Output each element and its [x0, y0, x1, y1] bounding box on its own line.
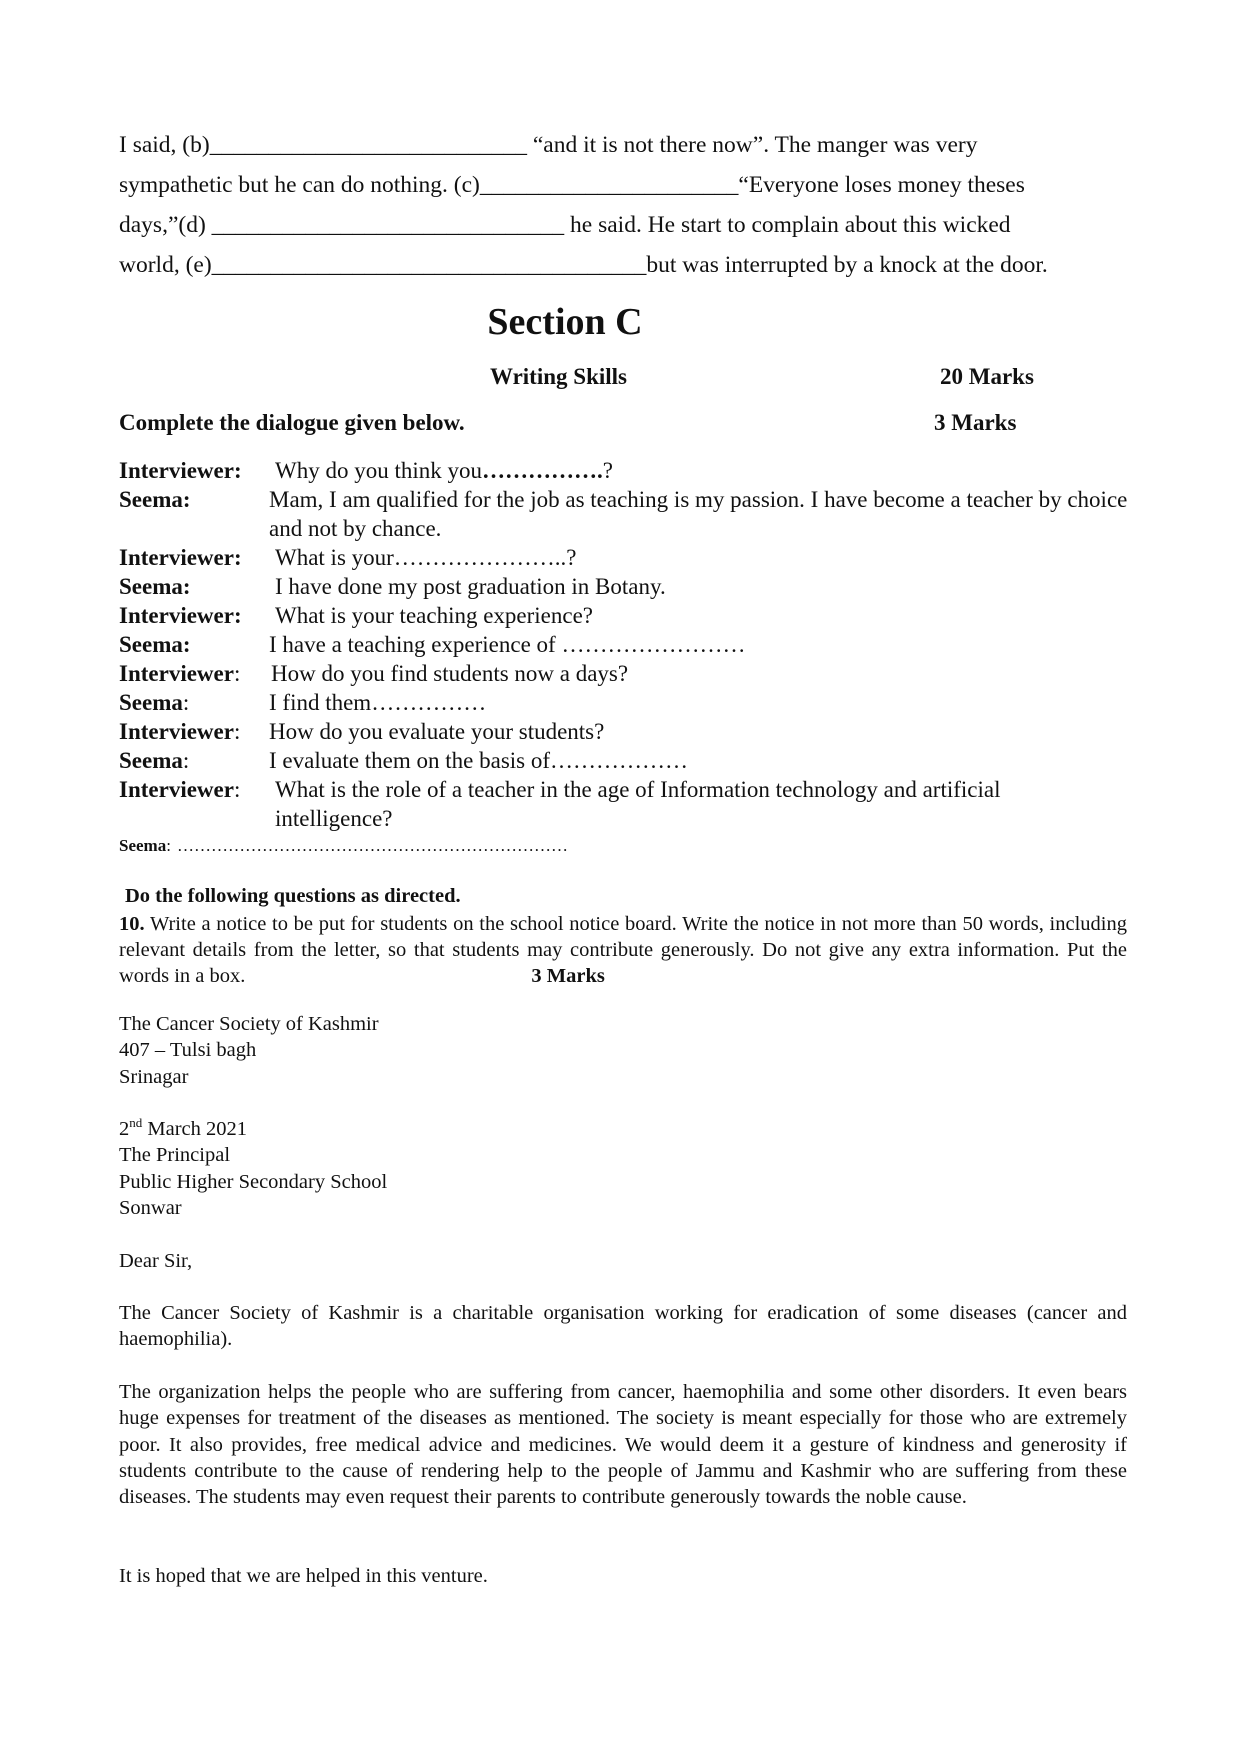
dialogue-line: Seema: …………………………………………………………… [119, 836, 568, 855]
dialogue-line: Seema: I evaluate them on the basis of……………… [119, 748, 689, 773]
speaker-name: Seema [119, 690, 183, 715]
utterance-text: What is the role of a teacher in the age of Information technology and artificial intelligence? [275, 777, 1001, 831]
utterance-text: I evaluate them on the basis of……………… [269, 748, 689, 773]
utterance-text: I have a teaching experience of …………………… [269, 632, 746, 657]
letter-date: 2nd March 2021 [119, 1115, 248, 1140]
blank-dots: ……………. [482, 458, 603, 483]
question-10 [119, 911, 1127, 989]
utterance-text: What is your…………………..? [275, 545, 577, 570]
speaker-name: Seema [119, 748, 183, 773]
writing-skills-label: Writing Skills [490, 364, 627, 389]
dialogue-line: Seema: Mam, I am qualified for the job as teaching is my passion. I have become a teacher by choice and not by chance. [119, 487, 1128, 541]
speaker-name: Interviewer [119, 661, 234, 686]
speaker-name: Seema [119, 836, 167, 855]
dialogue-line: Interviewer: Why do you think you…………….? [119, 458, 613, 483]
dialogue-line: Seema: I have a teaching experience of …………………… [119, 632, 746, 657]
question-text: Write a notice to be put for students on the school notice board. Write the notice in not more than 50 words, including relevant details from the letter, so that students may contribute generously. Do not give any extra information. Put the words in a box. [119, 913, 1127, 987]
cloze-line-c: sympathetic but he can do nothing. (c)______________________“Everyone loses money theses [119, 172, 1025, 198]
dialogue-line: Interviewer: What is your…………………..? [119, 545, 577, 570]
dialogue [119, 456, 1129, 859]
dialogue-marks: 3 Marks [934, 410, 1017, 435]
speaker-name: Interviewer [119, 777, 234, 802]
dialogue-line: Interviewer: How do you find students now a days? [119, 661, 629, 686]
speaker-name: Seema [119, 632, 183, 657]
speaker-name: Interviewer [119, 545, 234, 570]
utterance-text: …………………………………………………………… [176, 836, 568, 855]
cloze-line-b: I said, (b)___________________________ “and it is not there now”. The manger was very [119, 132, 978, 158]
letter-salutation: Dear Sir, [119, 1250, 193, 1272]
utterance-text: What is your teaching experience? [275, 603, 594, 628]
utterance-text: I have done my post graduation in Botany. [275, 574, 666, 599]
question-number: 10. [119, 913, 145, 935]
question-marks: 3 Marks [531, 965, 605, 987]
dialogue-line: Seema: I find them…………… [119, 690, 487, 715]
dialogue-line: Interviewer: How do you evaluate your students? [119, 719, 605, 744]
dialogue-line: Seema: I have done my post graduation in Botany. [119, 574, 666, 599]
letter-date-recipient: 2nd March 2021 The Principal Public Higher Secondary School Sonwar [119, 1116, 1127, 1221]
letter-paragraph: The Cancer Society of Kashmir is a charitable organisation working for eradication of some diseases (cancer and haemophilia). [119, 1302, 1127, 1351]
utterance-text: How do you find students now a days? [271, 661, 629, 686]
cloze-line-d: days,”(d) ______________________________ he said. He start to complain about this wicked [119, 212, 1011, 238]
directed-heading: Do the following questions as directed. [125, 885, 461, 907]
speaker-name: Seema [119, 487, 183, 512]
utterance-text: How do you evaluate your students? [269, 719, 605, 744]
dialogue-line: Interviewer: What is the role of a teacher in the age of Information technology and artificial intelligence? [119, 777, 1001, 831]
cloze-passage [119, 125, 1139, 285]
cloze-line-e: world, (e)_____________________________________but was interrupted by a knock at the door. [119, 252, 1048, 278]
speaker-name: Interviewer [119, 458, 234, 483]
dialogue-instruction: Complete the dialogue given below. [119, 410, 465, 435]
utterance-text: I find them…………… [269, 690, 487, 715]
speaker-name: Interviewer [119, 603, 234, 628]
letter-paragraph: The organization helps the people who are suffering from cancer, haemophilia and some other disorders. It even bears huge expenses for treatment of the diseases as mentioned. The society is meant especially for those who are extremely poor. It also provides, free medical advice and medicines. We would deem it a gesture of kindness and generosity if students contribute to the cause of rendering help to the people of Jammu and Kashmir who are suffering from these diseases. The students may even request their parents to contribute generously towards the noble cause. [119, 1381, 1127, 1509]
section-title: Section C [487, 301, 643, 343]
dialogue-line: Interviewer: What is your teaching experience? [119, 603, 594, 628]
speaker-name: Seema [119, 574, 183, 599]
speaker-name: Interviewer [119, 719, 234, 744]
utterance-text: Mam, I am qualified for the job as teaching is my passion. I have become a teacher by choice and not by chance. [269, 487, 1128, 541]
utterance-text: Why do you think you [275, 458, 482, 483]
writing-skills-marks: 20 Marks [940, 364, 1034, 389]
letter-sender-address: The Cancer Society of Kashmir 407 – Tulsi bagh Srinagar [119, 1013, 379, 1088]
letter-paragraph: It is hoped that we are helped in this venture. [119, 1565, 488, 1587]
